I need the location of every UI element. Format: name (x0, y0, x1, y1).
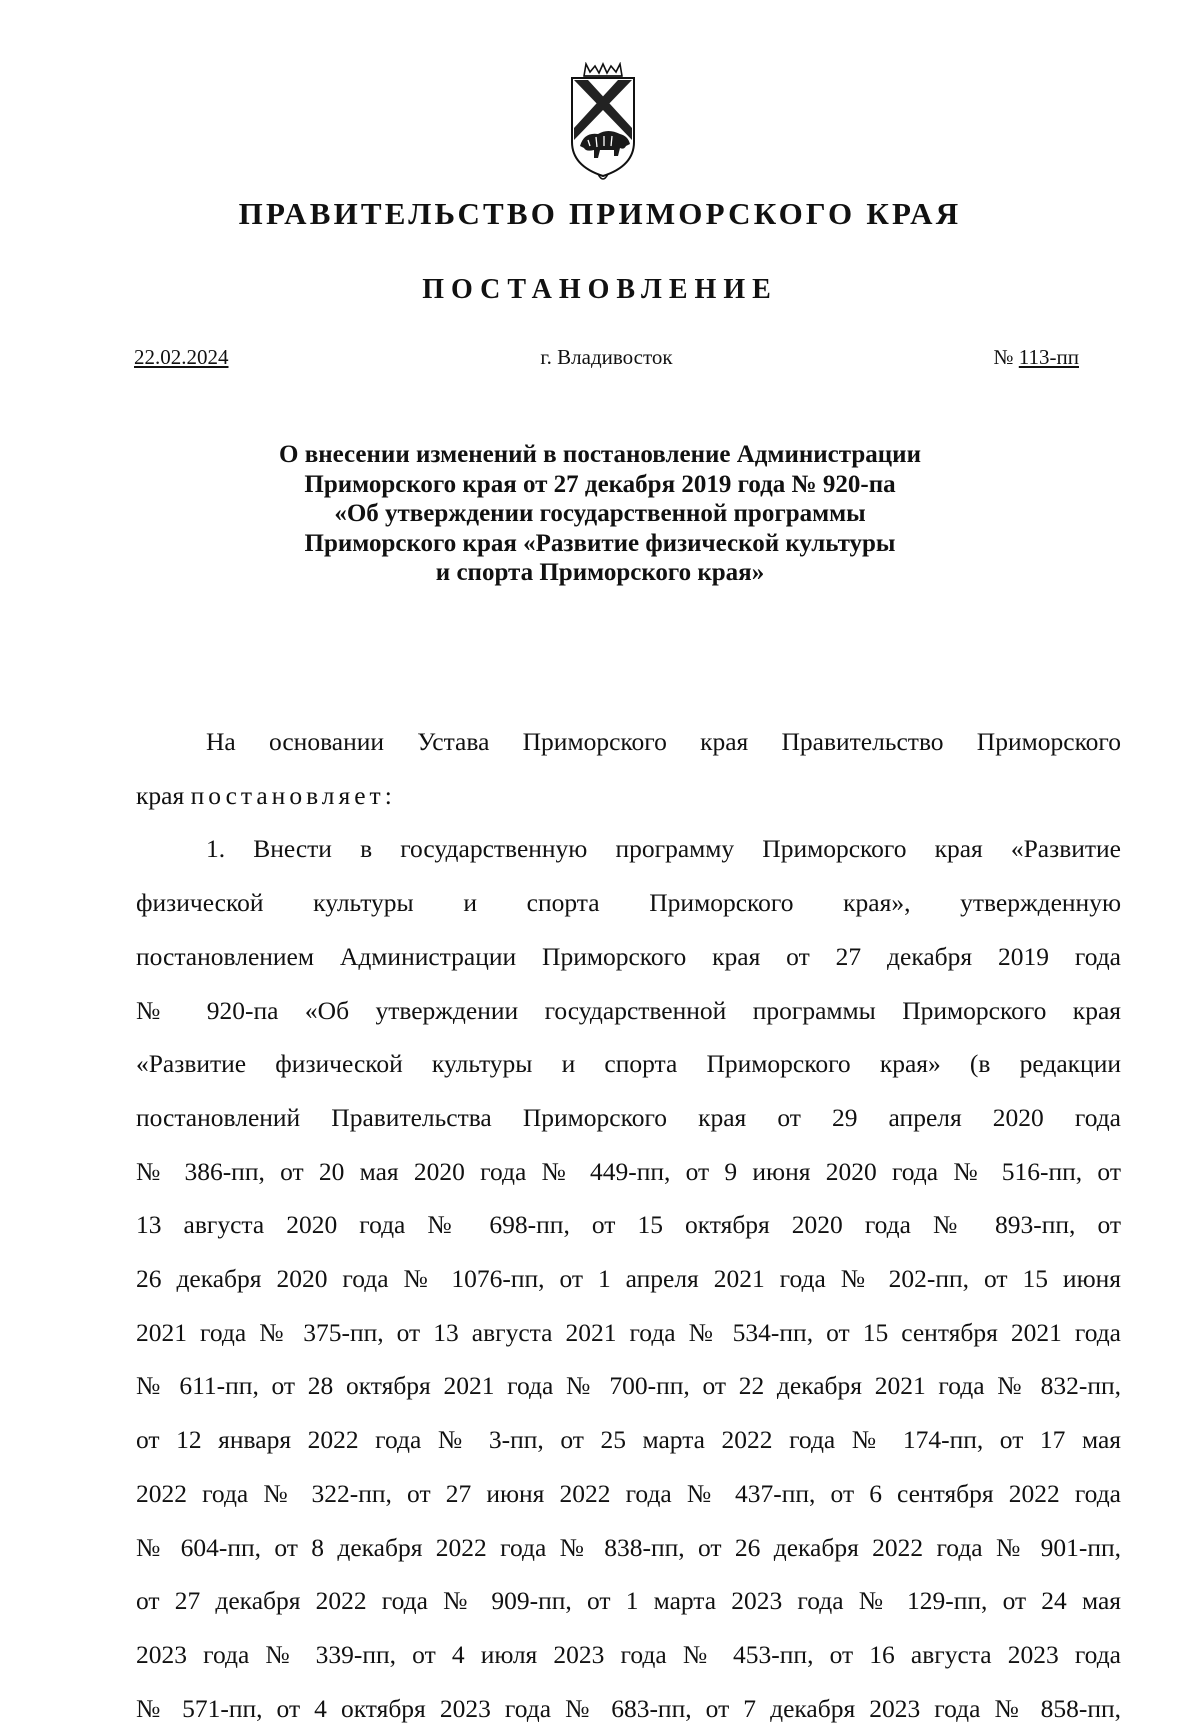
body-item-line: № 611-пп, от 28 октября 2021 года № 700-пп, от 22 декабря 2021 года № 832-пп, (136, 1371, 1121, 1401)
document-subject (200, 440, 1000, 588)
document-number (994, 345, 1080, 370)
number-value: 113-пп (1018, 345, 1079, 369)
organization-title: ПРАВИТЕЛЬСТВО ПРИМОРСКОГО КРАЯ (238, 196, 962, 231)
document-date: 22.02.2024 (134, 345, 229, 369)
body-paragraph-intro-continued (136, 769, 1121, 823)
document-body (136, 715, 1121, 1735)
resolves-word: постановляет: (190, 780, 396, 810)
document-meta-row (134, 345, 1079, 375)
subject-line: и спорта Приморского края» (435, 559, 765, 586)
body-item-line: постановлений Правительства Приморского края от 29 апреля 2020 года (136, 1102, 1121, 1132)
body-item-line: 2022 года № 322-пп, от 27 июня 2022 года № 437-пп, от 6 сентября 2022 года (136, 1478, 1121, 1508)
body-item-line: 13 августа 2020 года № 698-пп, от 15 октября 2020 года № 893-пп, от (136, 1210, 1121, 1240)
body-paragraph-intro: На основании Устава Приморского края Правительство Приморского (206, 727, 1121, 756)
intro-prefix: края (136, 780, 191, 810)
document-type: ПОСТАНОВЛЕНИЕ (422, 274, 778, 305)
body-item-line: от 12 января 2022 года № 3-пп, от 25 марта 2022 года № 174-пп, от 17 мая (136, 1425, 1121, 1455)
body-item-line: № 920-па «Об утверждении государственной программы Приморского края (136, 995, 1121, 1025)
body-item-line: 26 декабря 2020 года № 1076-пп, от 1 апреля 2021 года № 202-пп, от 15 июня (136, 1264, 1121, 1294)
subject-line: «Об утверждении государственной программы (334, 500, 866, 527)
primorsky-krai-coat-of-arms-icon (568, 62, 638, 187)
body-item-line: № 571-пп, от 4 октября 2023 года № 683-пп, от 7 декабря 2023 года № 858-пп, (136, 1693, 1121, 1723)
body-item-line: 2023 года № 339-пп, от 4 июля 2023 года № 453-пп, от 16 августа 2023 года (136, 1639, 1121, 1669)
subject-line: О внесении изменений в постановление Администрации (279, 441, 921, 468)
body-item-line: № 604-пп, от 8 декабря 2022 года № 838-пп, от 26 декабря 2022 года № 901-пп, (136, 1532, 1121, 1562)
body-item-line: физической культуры и спорта Приморского края», утвержденную (136, 888, 1121, 918)
body-item-line: 2021 года № 375-пп, от 13 августа 2021 года № 534-пп, от 15 сентября 2021 года (136, 1317, 1121, 1347)
body-item-line: «Развитие физической культуры и спорта Приморского края» (в редакции (136, 1049, 1121, 1079)
subject-line: Приморского края «Развитие физической культуры (304, 529, 896, 557)
body-item-line: 1. Внести в государственную программу Приморского края «Развитие (206, 834, 1121, 864)
body-item-line: от 27 декабря 2022 года № 909-пп, от 1 марта 2023 года № 129-пп, от 24 мая (136, 1586, 1121, 1616)
document-city: г. Владивосток (540, 345, 673, 369)
subject-line: Приморского края от 27 декабря 2019 года № 920-па (304, 470, 896, 498)
body-item-line: постановлением Администрации Приморского края от 27 декабря 2019 года (136, 941, 1121, 971)
number-prefix: № (993, 345, 1019, 369)
body-item-line: № 386-пп, от 20 мая 2020 года № 449-пп, от 9 июня 2020 года № 516-пп, от (136, 1156, 1121, 1186)
